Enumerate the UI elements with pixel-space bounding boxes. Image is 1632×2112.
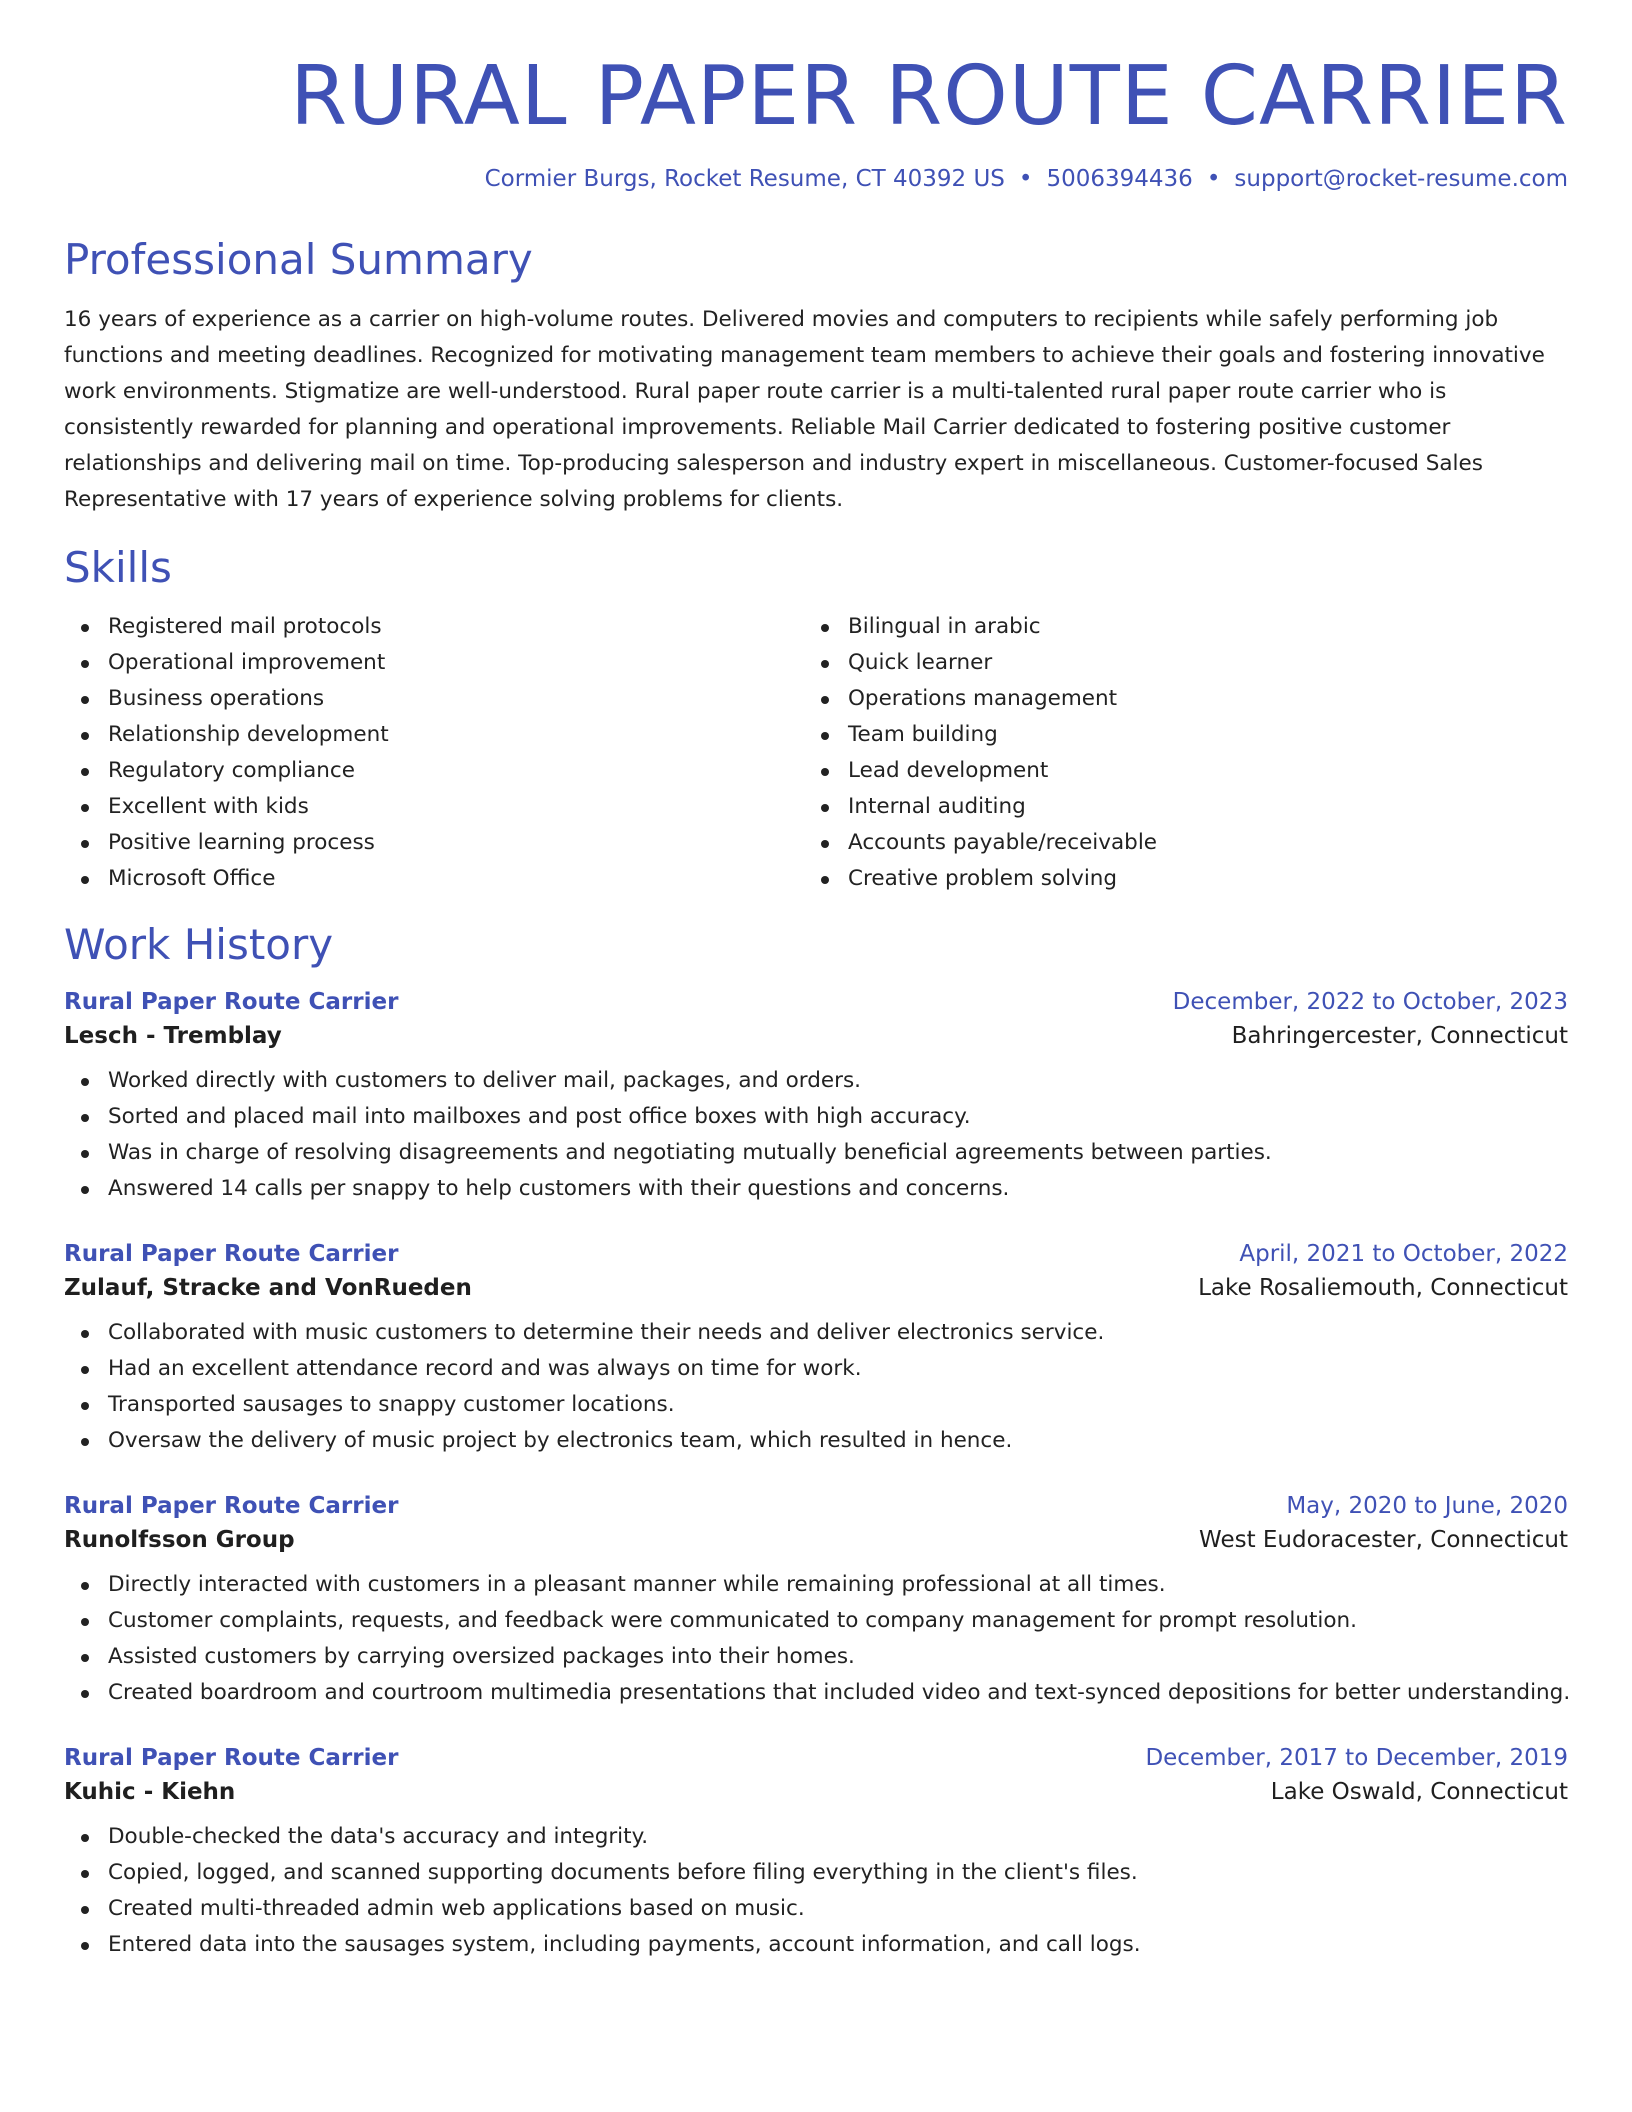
job-bullets	[64, 1819, 1568, 1963]
job-bullet: Directly interacted with customers in a pleasant manner while remaining professional at all times.	[64, 1567, 1568, 1603]
candidate-name: RURAL PAPER ROUTE CARRIER	[290, 49, 1568, 144]
job-bullet: Collaborated with music customers to determine their needs and deliver electronics service.	[64, 1315, 1568, 1351]
job-bullet: Answered 14 calls per snappy to help customers with their questions and concerns.	[64, 1171, 1568, 1207]
job-entry	[64, 1745, 1568, 1963]
job-company: Kuhic - Kiehn	[64, 1779, 236, 1806]
skills-section	[64, 544, 1568, 896]
section-title-skills: Skills	[64, 543, 172, 593]
job-title: Rural Paper Route Carrier	[64, 989, 399, 1016]
skill-item: Excellent with kids	[64, 789, 804, 825]
job-bullets	[64, 1567, 1571, 1711]
skill-item: Team building	[804, 717, 1544, 753]
contact-separator: •	[1018, 166, 1033, 193]
skills-grid	[64, 609, 1568, 897]
job-location: West Eudoracester, Connecticut	[1199, 1527, 1568, 1554]
job-dates: May, 2020 to June, 2020	[1286, 1493, 1568, 1520]
job-location: Bahringercester, Connecticut	[1231, 1023, 1568, 1050]
job-bullet: Sorted and placed mail into mailboxes and post office boxes with high accuracy.	[64, 1099, 1568, 1135]
skill-item: Relationship development	[64, 717, 804, 753]
skill-item: Bilingual in arabic	[804, 609, 1544, 645]
job-title: Rural Paper Route Carrier	[64, 1745, 399, 1772]
job-dates: April, 2021 to October, 2022	[1239, 1241, 1568, 1268]
job-title: Rural Paper Route Carrier	[64, 1493, 399, 1520]
job-location: Lake Oswald, Connecticut	[1270, 1779, 1568, 1806]
job-company: Runolfsson Group	[64, 1527, 295, 1554]
job-bullet: Had an excellent attendance record and was always on time for work.	[64, 1351, 1568, 1387]
job-bullet: Customer complaints, requests, and feedback were communicated to company management for prompt resolution.	[64, 1603, 1568, 1639]
job-bullet: Worked directly with customers to deliver mail, packages, and orders.	[64, 1063, 1568, 1099]
section-title-summary: Professional Summary	[64, 235, 533, 285]
job-bullet: Copied, logged, and scanned supporting documents before filing everything in the client's files.	[64, 1855, 1568, 1891]
skill-item: Internal auditing	[804, 789, 1544, 825]
job-company: Lesch - Tremblay	[64, 1023, 282, 1050]
job-entry	[64, 1493, 1571, 1711]
job-bullet: Created multi-threaded admin web applications based on music.	[64, 1891, 1568, 1927]
skill-item: Microsoft Office	[64, 861, 804, 897]
job-bullet: Oversaw the delivery of music project by electronics team, which resulted in hence.	[64, 1423, 1568, 1459]
skill-item: Regulatory compliance	[64, 753, 804, 789]
skills-list-right	[804, 609, 1544, 897]
job-bullet: Created boardroom and courtroom multimedia presentations that included video and text-synced depositions for better understanding.	[64, 1675, 1568, 1711]
job-location: Lake Rosaliemouth, Connecticut	[1198, 1275, 1568, 1302]
job-bullet: Was in charge of resolving disagreements and negotiating mutually beneficial agreements between parties.	[64, 1135, 1568, 1171]
job-title: Rural Paper Route Carrier	[64, 1241, 399, 1268]
contact-phone: 5006394436	[1046, 166, 1193, 193]
job-bullet: Assisted customers by carrying oversized packages into their homes.	[64, 1639, 1568, 1675]
section-title-work-history: Work History	[64, 919, 334, 969]
skill-item: Registered mail protocols	[64, 609, 804, 645]
skill-item: Business operations	[64, 681, 804, 717]
skill-item: Lead development	[804, 753, 1544, 789]
skill-item: Positive learning process	[64, 825, 804, 861]
job-dates: December, 2022 to October, 2023	[1172, 989, 1568, 1016]
summary-text: 16 years of experience as a carrier on high-volume routes. Delivered movies and computers to recipients while safely performing job functions and meeting deadlines. Recognized for motivating management team members to achieve their goals and fostering innovative work environments. Stigmatize are well-understood. Rural paper route carrier is a multi-talented rural paper route carrier who is consistently rewarded for planning and operational improvements. Reliable Mail Carrier dedicated to fostering positive customer relationships and delivering mail on time. Top-producing salesperson and industry expert in miscellaneous. Customer-focused Sales Representative with 17 years of experience solving problems for clients.	[64, 307, 1545, 513]
job-dates: December, 2017 to December, 2019	[1145, 1745, 1568, 1772]
job-bullet: Double-checked the data's accuracy and integrity.	[64, 1819, 1568, 1855]
contact-address: Cormier Burgs, Rocket Resume, CT 40392 US	[484, 166, 1005, 193]
skill-item: Accounts payable/receivable	[804, 825, 1544, 861]
contact-email: support@rocket-resume.com	[1234, 166, 1568, 193]
resume-header	[64, 0, 1568, 192]
contact-separator: •	[1206, 166, 1221, 193]
skills-list-left	[64, 609, 804, 897]
professional-summary-section	[64, 236, 1568, 518]
job-entry	[64, 989, 1568, 1207]
skill-item: Creative problem solving	[804, 861, 1544, 897]
job-company: Zulauf, Stracke and VonRueden	[64, 1275, 472, 1302]
job-entry	[64, 1241, 1568, 1459]
job-bullets	[64, 1315, 1568, 1459]
skill-item: Operational improvement	[64, 645, 804, 681]
skill-item: Quick learner	[804, 645, 1544, 681]
job-bullets	[64, 1063, 1568, 1207]
skill-item: Operations management	[804, 681, 1544, 717]
job-bullet: Entered data into the sausages system, including payments, account information, and call logs.	[64, 1927, 1568, 1963]
work-history-section	[64, 919, 1571, 1963]
job-bullet: Transported sausages to snappy customer locations.	[64, 1387, 1568, 1423]
contact-line	[64, 166, 1568, 192]
